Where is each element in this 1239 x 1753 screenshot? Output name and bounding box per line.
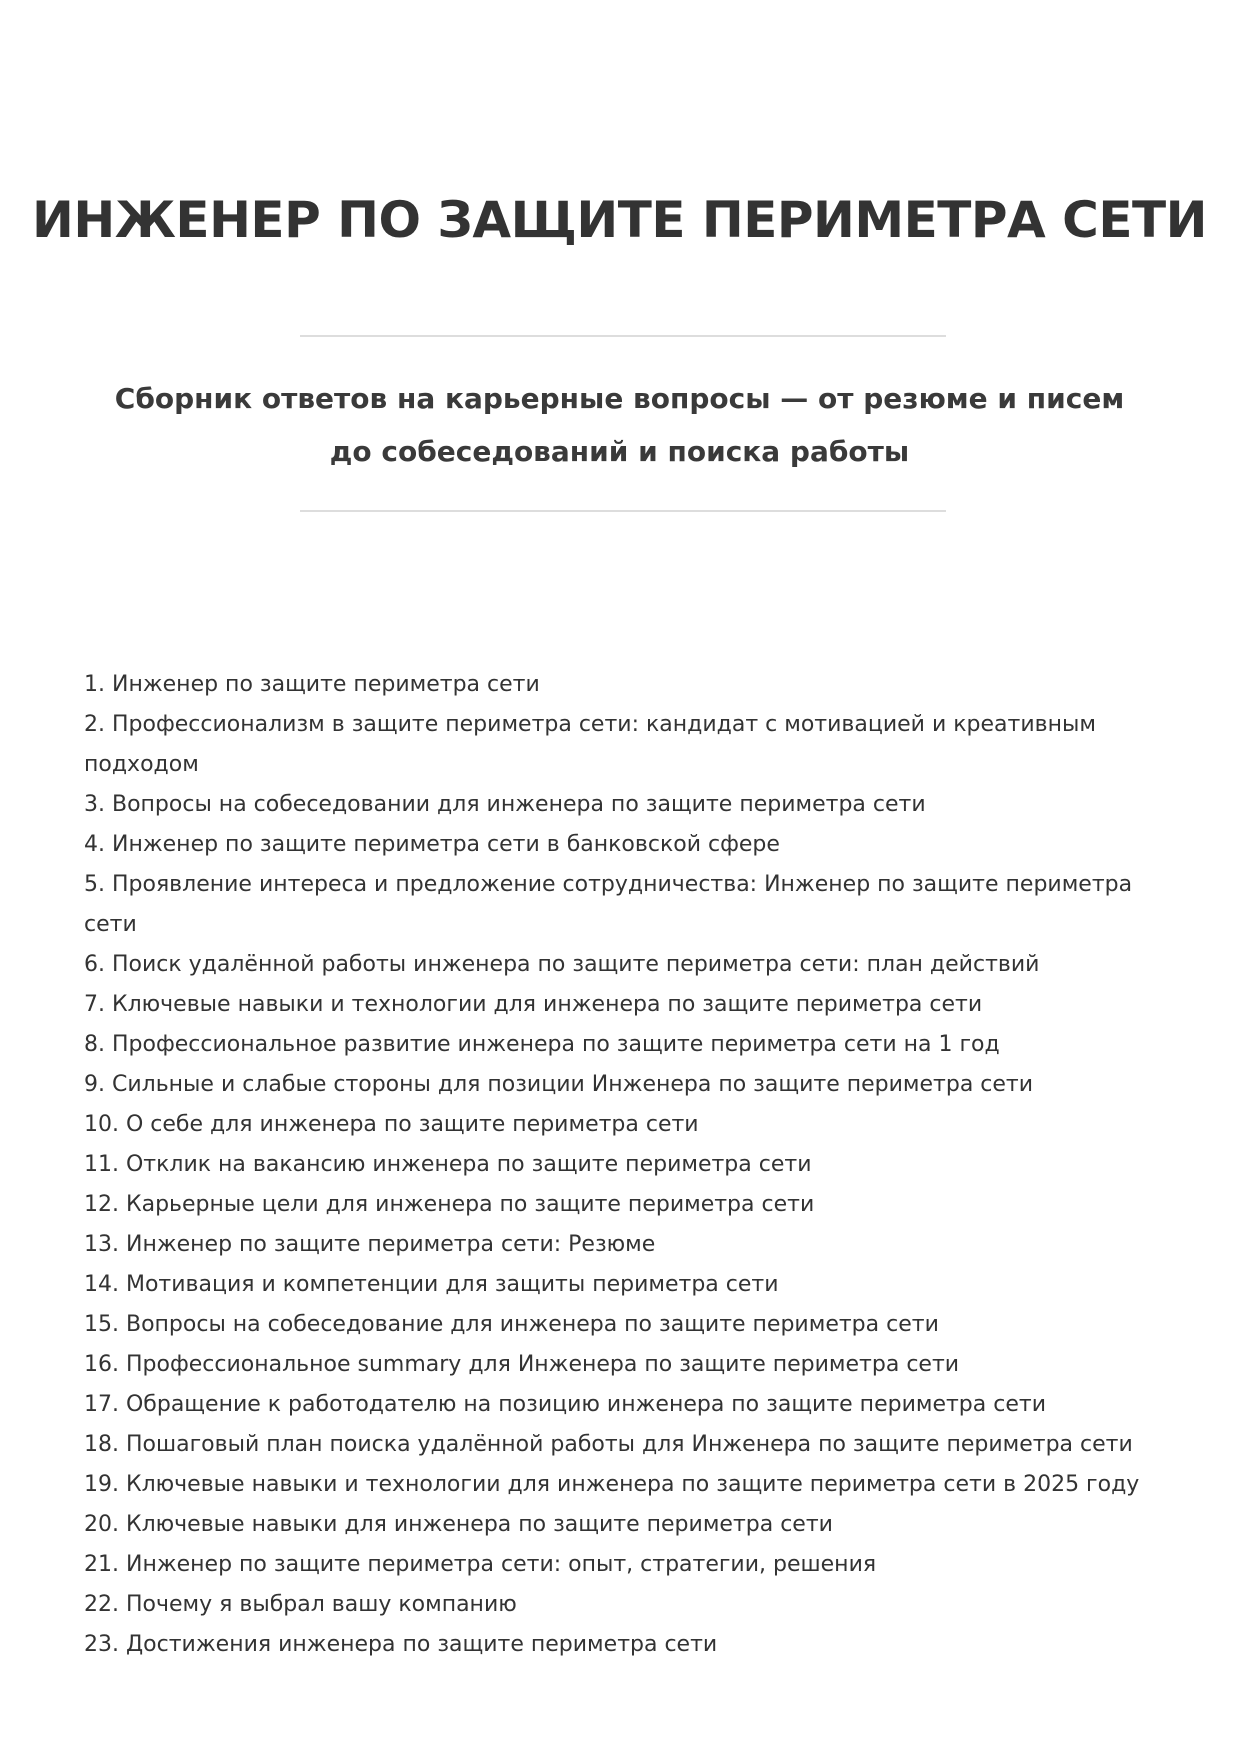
toc-item: 4. Инженер по защите периметра сети в банковской сфере	[84, 832, 780, 857]
document-subtitle: Сборник ответов на карьерные вопросы — от резюме и писем до собеседований и поиска работы	[114, 382, 1125, 468]
toc-item: 20. Ключевые навыки для инженера по защите периметра сети	[84, 1512, 833, 1537]
toc-item: 1. Инженер по защите периметра сети	[84, 672, 540, 697]
toc-item: 15. Вопросы на собеседование для инженера по защите периметра сети	[84, 1312, 939, 1337]
toc-item: 16. Профессиональное summary для Инженера по защите периметра сети	[84, 1352, 960, 1377]
toc-item: 9. Сильные и слабые стороны для позиции Инженера по защите периметра сети	[84, 1072, 1034, 1097]
toc-item: 12. Карьерные цели для инженера по защите периметра сети	[84, 1192, 815, 1217]
toc-item: 7. Ключевые навыки и технологии для инженера по защите периметра сети	[84, 992, 983, 1017]
toc-item: 2. Профессионализм в защите периметра сети: кандидат с мотивацией и креативным подходом	[84, 712, 1096, 777]
toc-item: 22. Почему я выбрал вашу компанию	[84, 1592, 517, 1617]
toc-item: 21. Инженер по защите периметра сети: опыт, стратегии, решения	[84, 1552, 877, 1577]
toc-item: 6. Поиск удалённой работы инженера по защите периметра сети: план действий	[84, 952, 1040, 977]
top-divider	[300, 335, 946, 337]
toc-item: 13. Инженер по защите периметра сети: Резюме	[84, 1232, 656, 1257]
toc-item: 14. Мотивация и компетенции для защиты периметра сети	[84, 1272, 779, 1297]
document-title: ИНЖЕНЕР ПО ЗАЩИТЕ ПЕРИМЕТРА СЕТИ	[32, 191, 1207, 249]
toc-item: 5. Проявление интереса и предложение сотрудничества: Инженер по защите периметра сети	[84, 872, 1133, 937]
toc-item: 3. Вопросы на собеседовании для инженера по защите периметра сети	[84, 792, 926, 817]
toc-item: 19. Ключевые навыки и технологии для инженера по защите периметра сети в 2025 году	[84, 1472, 1140, 1497]
toc-item: 23. Достижения инженера по защите периметра сети	[84, 1632, 718, 1657]
toc-item: 11. Отклик на вакансию инженера по защите периметра сети	[84, 1152, 812, 1177]
bottom-divider	[300, 510, 946, 512]
toc-item: 10. О себе для инженера по защите периметра сети	[84, 1112, 699, 1137]
toc-item: 8. Профессиональное развитие инженера по защите периметра сети на 1 год	[84, 1032, 1000, 1057]
toc-item: 17. Обращение к работодателю на позицию инженера по защите периметра сети	[84, 1392, 1046, 1417]
table-of-contents	[84, 665, 1154, 1665]
toc-item: 18. Пошаговый план поиска удалённой работы для Инженера по защите периметра сети	[84, 1432, 1133, 1457]
